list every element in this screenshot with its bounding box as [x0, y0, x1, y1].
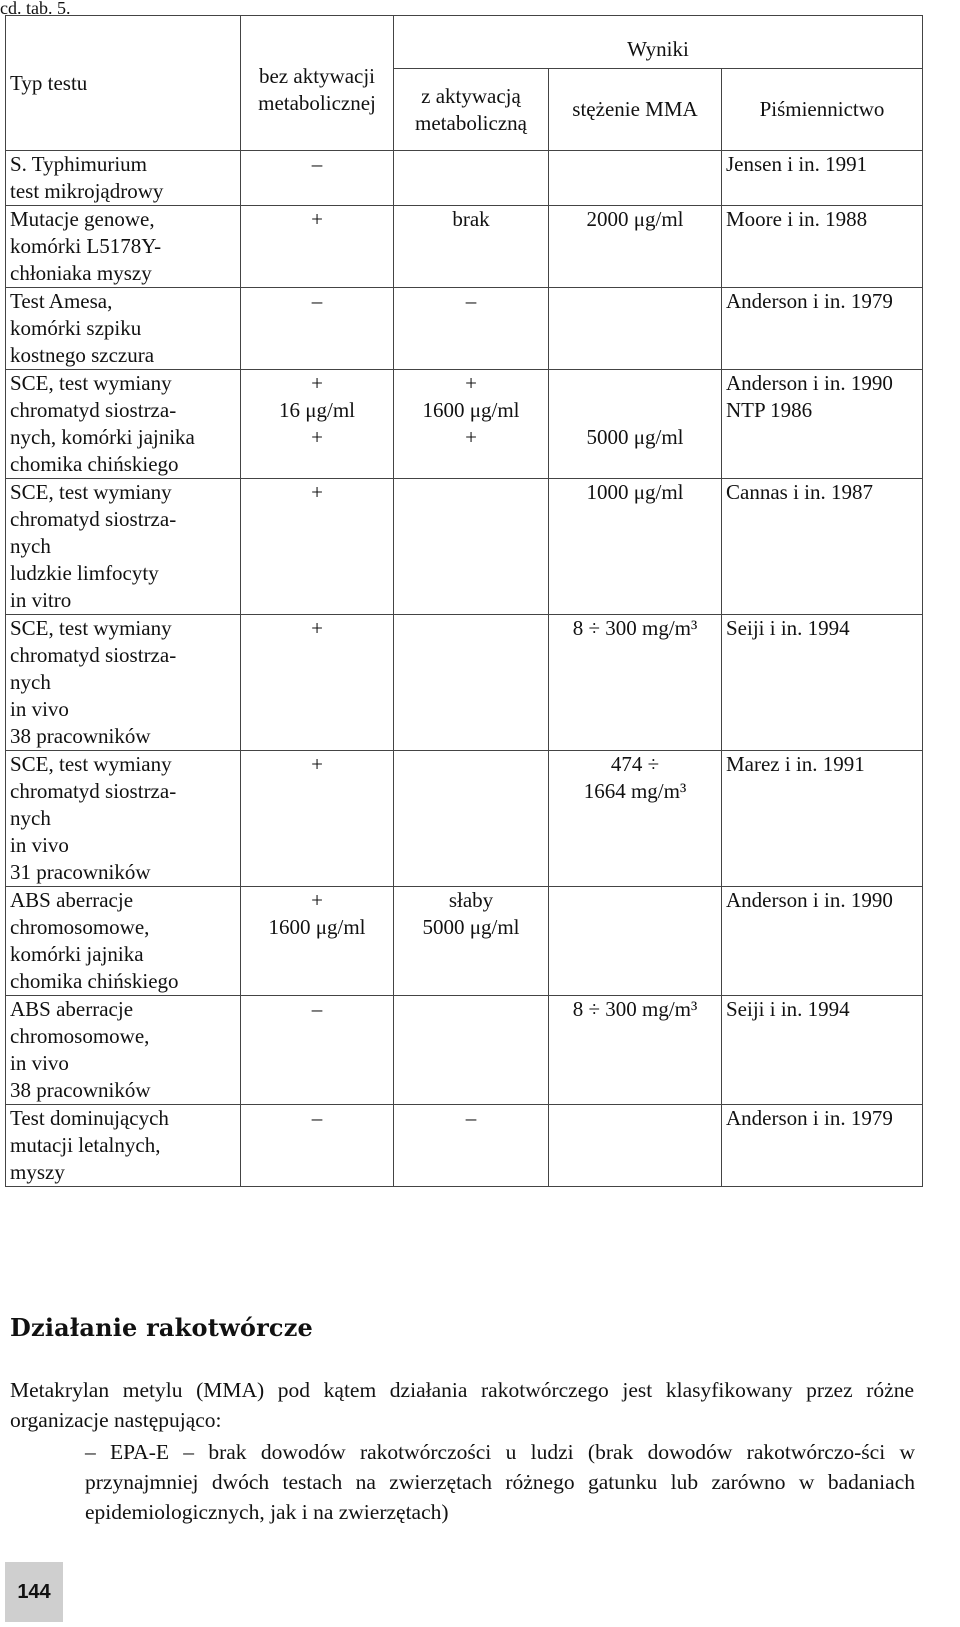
cell-pismiennictwo-line: Anderson i in. 1990	[726, 888, 893, 912]
cell-stezenie-line: 5000 μg/ml	[586, 425, 684, 449]
cell-typ-testu-line: chomika chińskiego	[10, 969, 179, 993]
cell-stezenie	[549, 288, 722, 370]
cell-typ-testu-line: SCE, test wymiany	[10, 616, 172, 640]
cell-stezenie	[549, 1105, 722, 1187]
cell-pismiennictwo	[722, 151, 923, 206]
cell-z-aktywacja-line	[398, 479, 544, 506]
table-row	[6, 1105, 923, 1187]
cell-typ-testu	[6, 206, 241, 288]
table-row	[6, 370, 923, 479]
cell-typ-testu	[6, 996, 241, 1105]
cell-stezenie-line: 8 ÷ 300 mg/m³	[572, 997, 698, 1021]
cell-typ-testu-line: komórki jajnika	[10, 942, 144, 966]
cell-z-aktywacja	[394, 751, 549, 887]
cell-typ-testu-line: nych	[10, 806, 51, 830]
header-stezenie: stężenie MMA	[549, 69, 722, 151]
cell-typ-testu-line: SCE, test wymiany	[10, 752, 172, 776]
cell-bez-aktywacji	[241, 996, 394, 1105]
table-row	[6, 887, 923, 996]
table-row	[6, 288, 923, 370]
cell-typ-testu-line: ABS aberracje	[10, 888, 134, 912]
cell-typ-testu-line: chromosomowe,	[10, 1024, 150, 1048]
cell-z-aktywacja-line	[398, 751, 544, 778]
cell-typ-testu-line: in vivo	[10, 1051, 69, 1075]
cell-typ-testu-line: in vitro	[10, 588, 72, 612]
cell-typ-testu-line: S. Typhimurium	[10, 152, 147, 176]
cell-typ-testu-line: nych, komórki jajnika	[10, 425, 195, 449]
cell-bez-aktywacji-line: –	[311, 289, 323, 313]
cell-z-aktywacja	[394, 615, 549, 751]
paragraph: Metakrylan metylu (MMA) pod kątem działania rakotwórczego jest klasyfikowany przez różne organizacje następująco:	[10, 1378, 914, 1432]
cell-typ-testu-line: kostnego szczura	[10, 343, 155, 367]
cell-typ-testu-line: chromatyd siostrza-	[10, 398, 177, 422]
table-row	[6, 479, 923, 615]
cell-z-aktywacja-line: 1600 μg/ml	[422, 398, 520, 422]
cell-bez-aktywacji	[241, 370, 394, 479]
cell-bez-aktywacji	[241, 751, 394, 887]
cell-typ-testu-line: komórki L5178Y-	[10, 234, 162, 258]
cell-z-aktywacja-line: 5000 μg/ml	[422, 915, 520, 939]
header-row-1	[6, 16, 923, 69]
cell-typ-testu-line: ludzkie limfocyty	[10, 561, 159, 585]
cell-bez-aktywacji-line: +	[311, 752, 323, 776]
cell-typ-testu-line: chłoniaka myszy	[10, 261, 152, 285]
header-wyniki: Wyniki	[394, 16, 923, 69]
cell-stezenie	[549, 206, 722, 288]
cell-bez-aktywacji-line: –	[311, 997, 323, 1021]
cell-z-aktywacja-line	[398, 996, 544, 1023]
cell-z-aktywacja-line: słaby	[448, 888, 494, 912]
cell-z-aktywacja-line	[398, 615, 544, 642]
cell-stezenie	[549, 151, 722, 206]
table-row	[6, 751, 923, 887]
cell-z-aktywacja	[394, 887, 549, 996]
table-row	[6, 206, 923, 288]
cell-z-aktywacja	[394, 370, 549, 479]
cell-typ-testu-line: 38 pracowników	[10, 1078, 151, 1102]
header-bez-aktywacji: bez aktywacji metabolicznej	[241, 16, 394, 151]
cell-z-aktywacja	[394, 1105, 549, 1187]
bullet-item: – EPA-E – brak dowodów rakotwórczości u ludzi (brak dowodów rakotwórczo-ści w przynajmniej dwóch testach na zwierzętach różnego gatunku lub zarówno w badaniach epidemiologicznych, jak i na zwierzętach)	[85, 1440, 915, 1524]
cell-typ-testu-line: myszy	[10, 1160, 65, 1184]
table-body	[6, 151, 923, 1187]
cell-typ-testu-line: chromosomowe,	[10, 915, 150, 939]
cell-bez-aktywacji	[241, 615, 394, 751]
cell-z-aktywacja-line: +	[465, 371, 477, 395]
cell-z-aktywacja-line: –	[465, 289, 477, 313]
cell-typ-testu-line: chromatyd siostrza-	[10, 507, 177, 531]
cell-typ-testu-line: SCE, test wymiany	[10, 371, 172, 395]
cell-z-aktywacja	[394, 151, 549, 206]
cell-typ-testu	[6, 887, 241, 996]
table-row	[6, 996, 923, 1105]
cell-pismiennictwo	[722, 370, 923, 479]
cell-typ-testu-line: komórki szpiku	[10, 316, 142, 340]
cell-pismiennictwo	[722, 887, 923, 996]
cell-pismiennictwo-line: Anderson i in. 1979	[726, 1106, 893, 1130]
cell-bez-aktywacji-line: –	[311, 1106, 323, 1130]
cell-pismiennictwo-line: Seiji i in. 1994	[726, 616, 850, 640]
cell-stezenie-line: 1000 μg/ml	[586, 480, 684, 504]
cell-stezenie-line	[553, 370, 717, 397]
cell-stezenie	[549, 370, 722, 479]
cell-z-aktywacja-line: –	[465, 1106, 477, 1130]
cell-pismiennictwo-line: Marez i in. 1991	[726, 752, 865, 776]
cell-pismiennictwo	[722, 479, 923, 615]
cell-typ-testu-line: Test Amesa,	[10, 289, 113, 313]
cell-typ-testu-line: nych	[10, 534, 51, 558]
cell-typ-testu	[6, 288, 241, 370]
cell-z-aktywacja-line: brak	[452, 207, 490, 231]
cell-pismiennictwo	[722, 288, 923, 370]
cell-pismiennictwo-line: Anderson i in. 1990	[726, 371, 893, 395]
cell-bez-aktywacji	[241, 288, 394, 370]
section-title: Działanie rakotwórcze	[10, 1313, 314, 1342]
cell-bez-aktywacji	[241, 151, 394, 206]
cell-pismiennictwo	[722, 751, 923, 887]
header-pismiennictwo: Piśmiennictwo	[722, 69, 923, 151]
header-typ-testu: Typ testu	[6, 16, 241, 151]
cell-stezenie-line: 2000 μg/ml	[586, 207, 684, 231]
cell-pismiennictwo	[722, 615, 923, 751]
cell-typ-testu-line: chomika chińskiego	[10, 452, 179, 476]
cell-bez-aktywacji-line: 1600 μg/ml	[268, 915, 366, 939]
cell-typ-testu-line: test mikrojądrowy	[10, 179, 164, 203]
header-z-aktywacja: z aktywacją metaboliczną	[394, 69, 549, 151]
cell-pismiennictwo	[722, 206, 923, 288]
cell-typ-testu-line: in vivo	[10, 697, 69, 721]
cell-bez-aktywacji-line: +	[311, 371, 323, 395]
cell-pismiennictwo-line: Seiji i in. 1994	[726, 997, 850, 1021]
cell-bez-aktywacji-line: +	[311, 616, 323, 640]
cell-z-aktywacja-line	[398, 151, 544, 178]
cell-stezenie	[549, 887, 722, 996]
cell-bez-aktywacji	[241, 887, 394, 996]
cell-stezenie-line	[553, 288, 717, 315]
cell-typ-testu	[6, 151, 241, 206]
cell-pismiennictwo-line: Moore i in. 1988	[726, 207, 868, 231]
cell-z-aktywacja	[394, 288, 549, 370]
cell-typ-testu-line: Test dominujących	[10, 1106, 169, 1130]
cell-typ-testu-line: in vivo	[10, 833, 69, 857]
cell-typ-testu	[6, 615, 241, 751]
cell-typ-testu	[6, 1105, 241, 1187]
cell-typ-testu-line: Mutacje genowe,	[10, 207, 155, 231]
cell-stezenie	[549, 996, 722, 1105]
cell-stezenie-line: 474 ÷	[610, 752, 660, 776]
cell-typ-testu	[6, 370, 241, 479]
cell-typ-testu	[6, 751, 241, 887]
cell-pismiennictwo-line: Anderson i in. 1979	[726, 289, 893, 313]
cell-stezenie-line	[553, 1105, 717, 1132]
cell-stezenie	[549, 615, 722, 751]
results-table	[5, 15, 923, 1187]
cell-z-aktywacja-line: +	[465, 425, 477, 449]
cell-stezenie	[549, 479, 722, 615]
cell-bez-aktywacji-line: +	[311, 480, 323, 504]
page-number: 144	[5, 1562, 63, 1622]
cell-z-aktywacja	[394, 479, 549, 615]
table-row	[6, 151, 923, 206]
cell-bez-aktywacji	[241, 1105, 394, 1187]
cell-typ-testu	[6, 479, 241, 615]
cell-pismiennictwo	[722, 1105, 923, 1187]
cell-typ-testu-line: chromatyd siostrza-	[10, 779, 177, 803]
cell-stezenie-line	[553, 887, 717, 914]
cell-stezenie-line	[553, 397, 717, 424]
cell-bez-aktywacji-line: +	[311, 888, 323, 912]
cell-bez-aktywacji-line: +	[311, 207, 323, 231]
cell-typ-testu-line: nych	[10, 670, 51, 694]
cell-z-aktywacja	[394, 206, 549, 288]
cell-stezenie-line	[553, 151, 717, 178]
cell-bez-aktywacji	[241, 479, 394, 615]
cell-typ-testu-line: 31 pracowników	[10, 860, 151, 884]
cell-pismiennictwo-line: Jensen i in. 1991	[726, 152, 868, 176]
cell-bez-aktywacji-line: –	[311, 152, 323, 176]
cell-pismiennictwo-line: NTP 1986	[726, 398, 813, 422]
cell-bez-aktywacji	[241, 206, 394, 288]
cell-z-aktywacja	[394, 996, 549, 1105]
cell-typ-testu-line: SCE, test wymiany	[10, 480, 172, 504]
table-row	[6, 615, 923, 751]
cell-pismiennictwo-line: Cannas i in. 1987	[726, 480, 873, 504]
cell-pismiennictwo	[722, 996, 923, 1105]
cell-bez-aktywacji-line: +	[311, 425, 323, 449]
cell-stezenie-line: 1664 mg/m³	[583, 779, 687, 803]
table-continuation-label: cd. tab. 5.	[0, 0, 71, 18]
cell-typ-testu-line: 38 pracowników	[10, 724, 151, 748]
cell-typ-testu-line: mutacji letalnych,	[10, 1133, 161, 1157]
cell-stezenie-line: 8 ÷ 300 mg/m³	[572, 616, 698, 640]
cell-bez-aktywacji-line: 16 μg/ml	[278, 398, 355, 422]
cell-typ-testu-line: ABS aberracje	[10, 997, 134, 1021]
cell-stezenie	[549, 751, 722, 887]
cell-typ-testu-line: chromatyd siostrza-	[10, 643, 177, 667]
